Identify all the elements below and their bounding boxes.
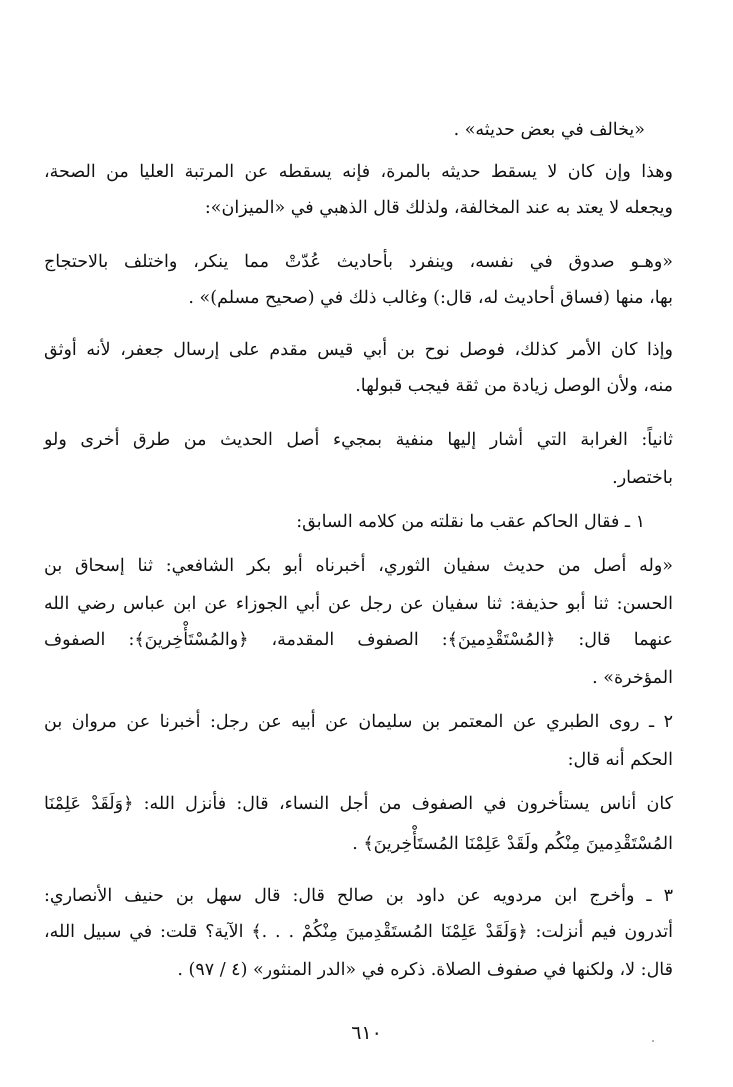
page-number: ٦١٠ [351,1022,382,1044]
text-line-12: الحسن: ثنا أبو حذيفة: ثنا سفيان عن رجل عن أبي الجوزاء عن ابن عباس رضي الله [44,594,673,614]
text-line-16: الحكم أنه قال: [567,750,673,770]
scan-speck [652,1040,654,1042]
text-line-3: ويجعله لا يعتد به عند المخالفة، ولذلك قال الذهبي في «الميزان»: [204,198,673,218]
text-line-15: ٢ ـ روى الطبري عن المعتمر بن سليمان عن أبيه عن رجل: أخبرنا عن مروان بن [44,712,673,732]
text-line-6: وإذا كان الأمر كذلك، فوصل نوح بن أبي قيس مقدم على إرسال جعفر، لأنه أوثق [44,340,673,360]
text-line-18: المُسْتَقْدِمينَ مِنْكُم ولَقَدْ عَلِمْنَا المُستَأْخِرينَ﴾ . [352,834,673,854]
text-line-11: «وله أصل من حديث سفيان الثوري، أخبرناه أبو بكر الشافعي: ثنا إسحاق بن [44,556,673,576]
text-line-2: وهذا وإن كان لا يسقط حديثه بالمرة، فإنه يسقطه عن المرتبة العليا من الصحة، [44,162,673,182]
text-line-17: كان أناس يستأخرون في الصفوف من أجل النساء، قال: فأنزل الله: ﴿وَلَقَدْ عَلِمْنَا [44,794,673,814]
text-line-10: ١ ـ فقال الحاكم عقب ما نقلته من كلامه السابق: [296,512,645,532]
text-line-5: بها، منها (فساق أحاديث له، قال:) وغالب ذلك في (صحيح مسلم)» . [188,288,673,308]
text-line-14: المؤخرة» . [592,668,673,688]
text-line-8: ثانياً: الغرابة التي أشار إليها منفية بمجيء أصل الحديث من طرق أخرى ولو [44,430,673,450]
text-line-7: منه، ولأن الوصل زيادة من ثقة فيجب قبولها. [355,376,673,396]
text-line-21: قال: لا، ولكنها في صفوف الصلاة. ذكره في «الدر المنثور» (٤ / ٩٧) . [177,960,673,980]
text-line-19: ٣ ـ وأخرج ابن مردويه عن داود بن صالح قال: قال سهل بن حنيف الأنصاري: [44,886,673,906]
text-line-4: «وهـو صدوق في نفسه، وينفرد بأحاديث عُدّتْ مما ينكر، واختلف بالاحتجاج [44,252,673,272]
text-line-20: أتدرون فيم أنزلت: ﴿وَلَقَدْ عَلِمْنَا المُستَقْدِمينَ مِنْكُمْ . . .﴾ الآية؟ قلت: في سبيل الله، [44,922,673,942]
text-line-9: باختصار. [612,468,673,488]
text-line-13: عنهما قال: ﴿المُسْتَقْدِمينَ﴾: الصفوف المقدمة، ﴿والمُسْتَأْخِرينَ﴾: الصفوف [44,630,673,650]
text-line-1: «يخالف في بعض حديثه» . [453,120,645,140]
